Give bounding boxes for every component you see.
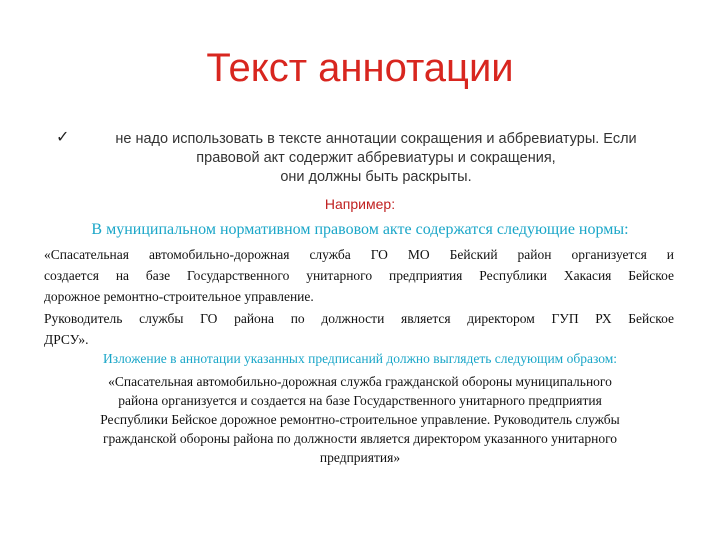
paragraph-line: ДРСУ». xyxy=(44,332,89,347)
slide-title: Текст аннотации xyxy=(206,46,514,90)
quote-line: Республики Бейское дорожное ремонтно-строительное управление. Руководитель службы xyxy=(100,412,620,427)
paragraph-line: Руководитель службы ГО района по должности является директором ГУП РХ Бейское xyxy=(44,311,674,326)
bullet-line: не надо использовать в тексте аннотации сокращения и аббревиатуры. Если xyxy=(115,131,637,147)
quote-line: предприятия» xyxy=(319,450,401,465)
bullet-line: они должны быть раскрыты. xyxy=(280,169,472,185)
quote-line: «Спасательная автомобильно-дорожная служба ГО МО Бейский район организуется и xyxy=(44,247,674,262)
quote-line: дорожное ремонтно-строительное управление. xyxy=(44,289,314,304)
highlight-paragraph-1: В муниципальном нормативном правовом акте содержатся следующие нормы: xyxy=(91,221,629,238)
quote-line: района организуется и создается на базе Государственного унитарного предприятия xyxy=(118,393,602,408)
quote-block-1 xyxy=(44,244,674,307)
highlight-paragraph-2: Изложение в аннотации указанных предписаний должно выглядеть следующим образом: xyxy=(102,351,617,366)
checkmark-icon: ✓ xyxy=(56,129,70,146)
example-label: Например: xyxy=(324,196,396,212)
quote-line: гражданской обороны района по должности является директором указанного унитарного xyxy=(102,431,618,446)
bullet-line: правовой акт содержит аббревиатуры и сокращения, xyxy=(196,150,556,166)
quote-line: создается на базе Государственного унитарного предприятия Республики Хакасия Бейское xyxy=(44,268,674,283)
quote-line: «Спасательная автомобильно-дорожная служба гражданской обороны муниципального xyxy=(108,374,612,389)
paragraph-2 xyxy=(44,308,674,350)
quote-block-2 xyxy=(40,372,680,467)
bullet-text xyxy=(86,130,666,187)
